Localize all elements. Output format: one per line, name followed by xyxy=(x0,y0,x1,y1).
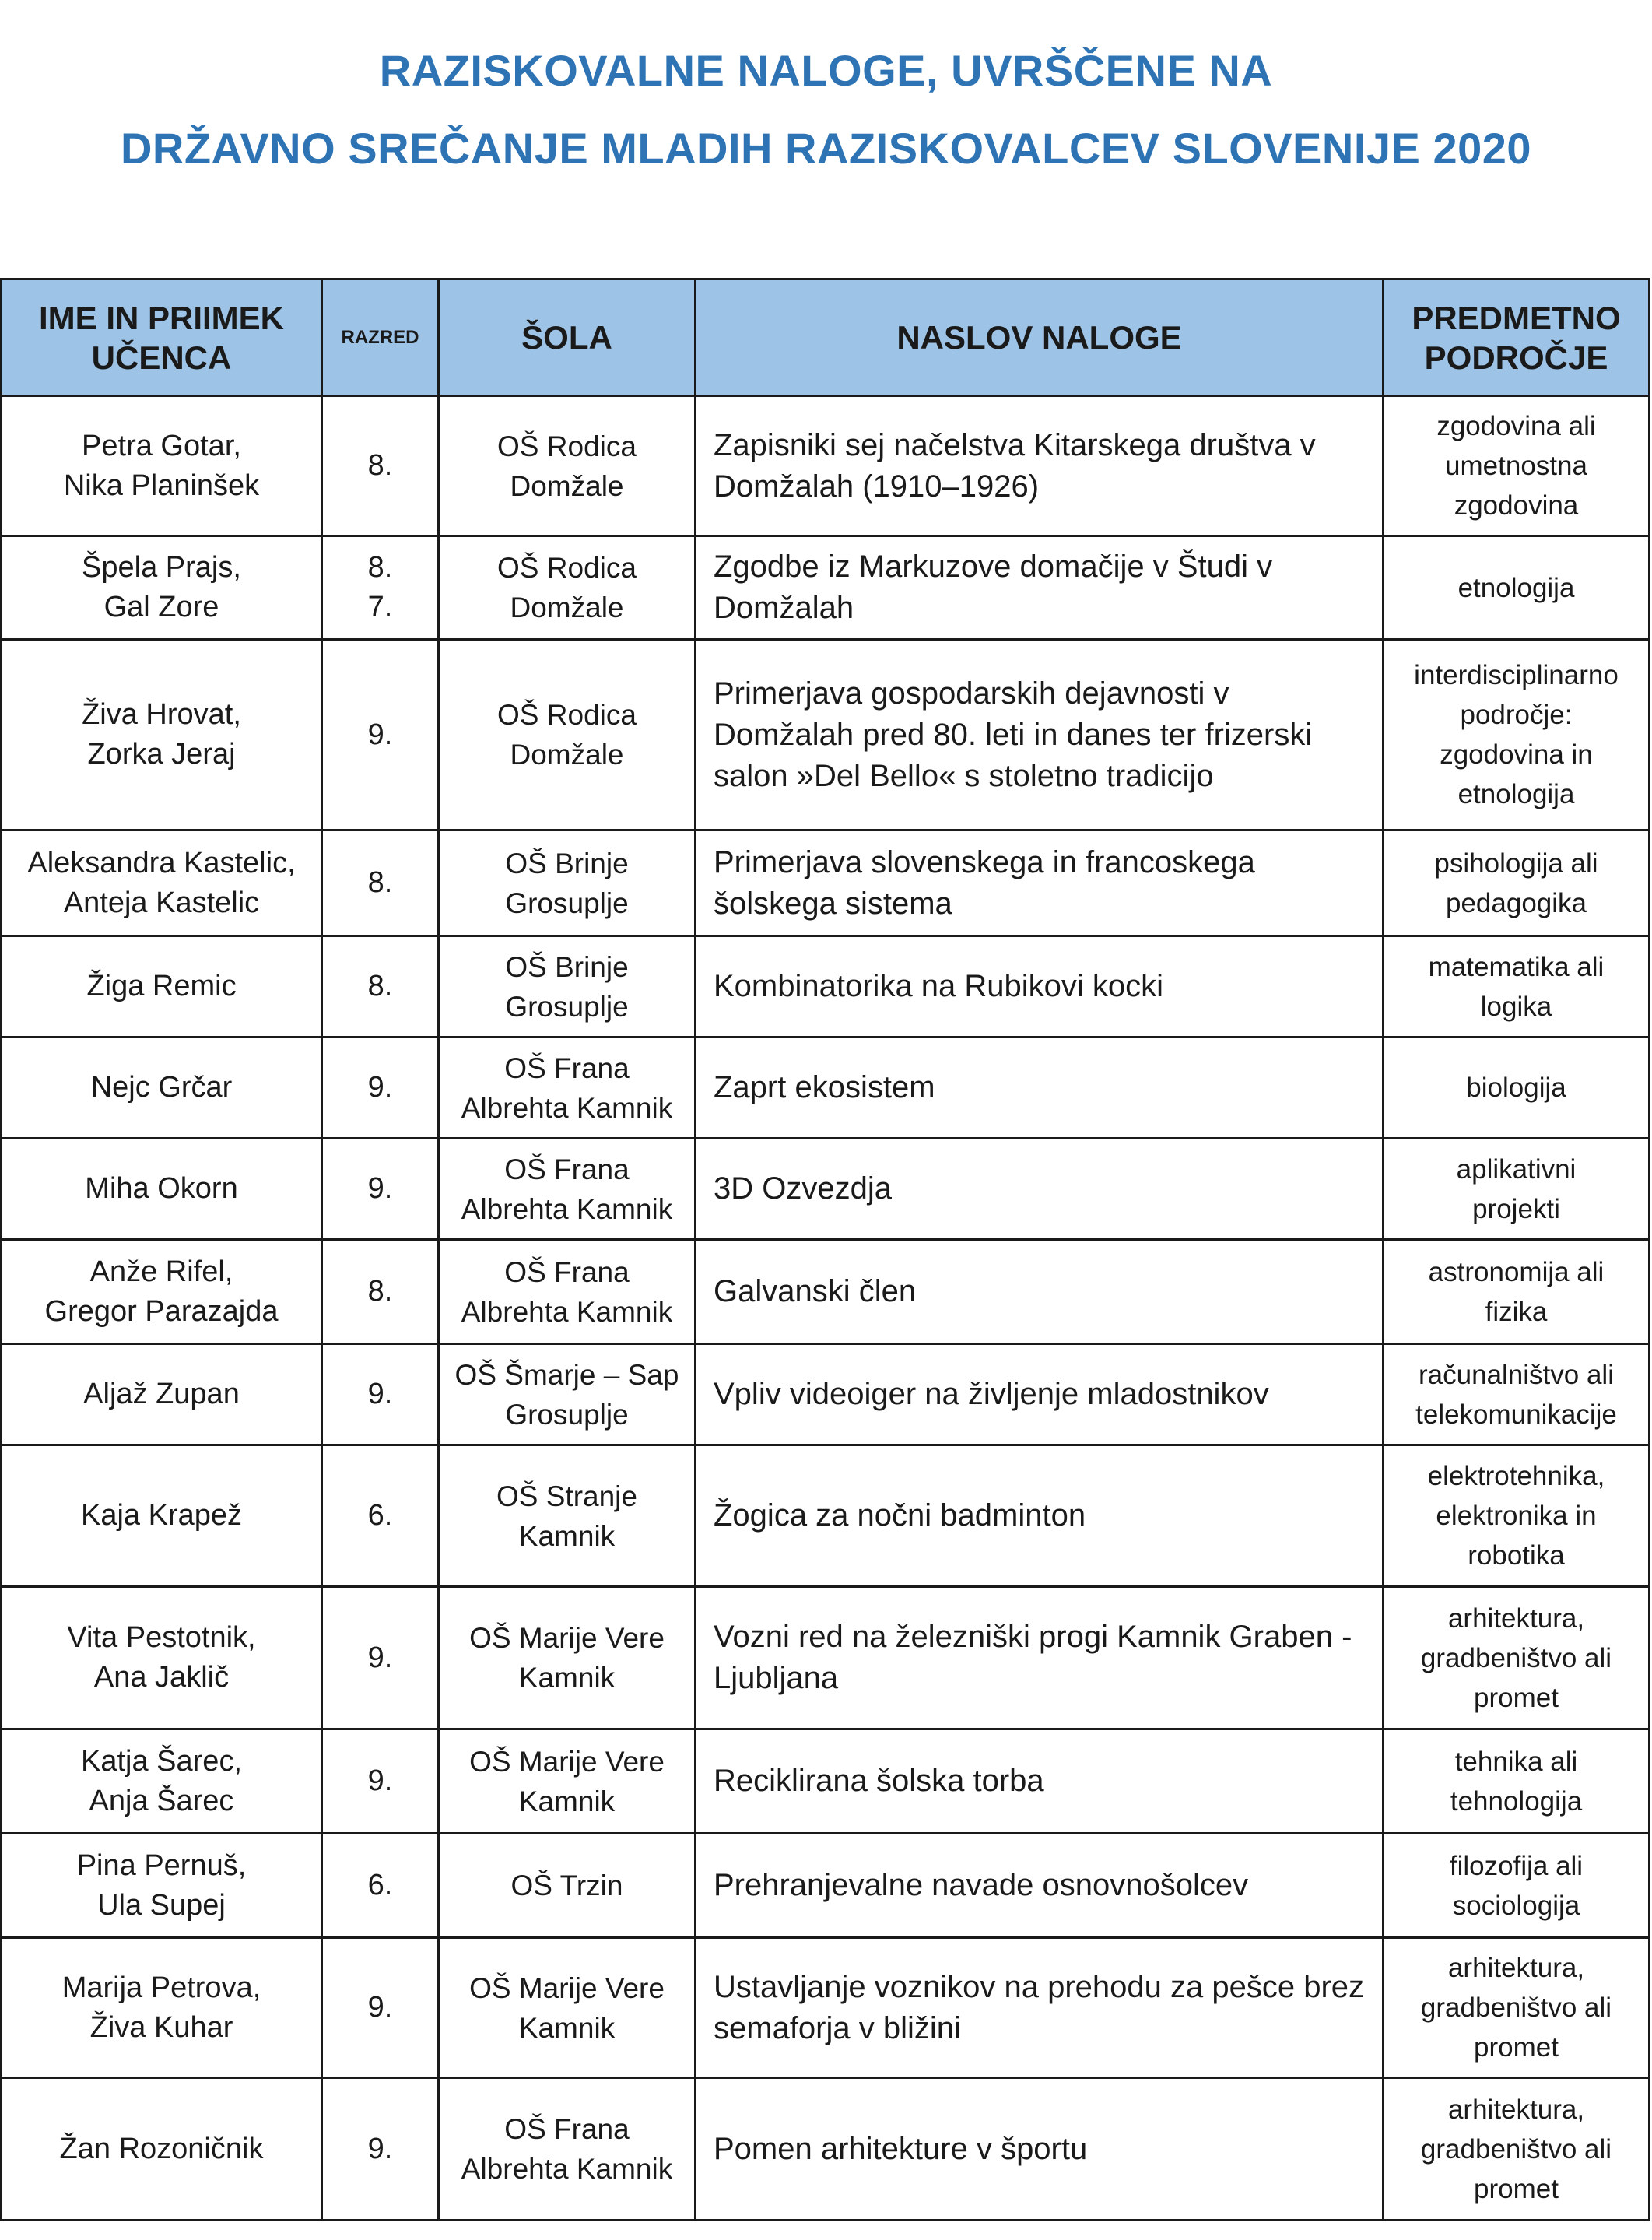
table-row xyxy=(2,1587,1650,1729)
student-name-cell: Nejc Grčar xyxy=(2,1037,322,1139)
school-cell: OŠ Frana Albrehta Kamnik xyxy=(439,1037,696,1139)
student-name-cell: Živa Hrovat, Zorka Jeraj xyxy=(2,640,322,830)
grade-cell: 8. xyxy=(322,1240,439,1344)
school-cell: OŠ Frana Albrehta Kamnik xyxy=(439,1139,696,1240)
grade-cell: 9. xyxy=(322,1938,439,2078)
project-title-cell: Vozni red na železniški progi Kamnik Graben - Ljubljana xyxy=(696,1587,1384,1729)
project-title-cell: Kombinatorika na Rubikovi kocki xyxy=(696,936,1384,1037)
school-cell: OŠ Frana Albrehta Kamnik xyxy=(439,2078,696,2221)
student-name-cell: Petra Gotar, Nika Planinšek xyxy=(2,396,322,536)
project-title-cell: Vpliv videoiger na življenje mladostnikov xyxy=(696,1344,1384,1445)
header-grade: RAZRED xyxy=(322,279,439,396)
project-title-cell: Zapisniki sej načelstva Kitarskega društva v Domžalah (1910–1926) xyxy=(696,396,1384,536)
student-name-cell: Žan Rozoničnik xyxy=(2,2078,322,2221)
student-name-cell: Marija Petrova, Živa Kuhar xyxy=(2,1938,322,2078)
school-cell: OŠ Rodica Domžale xyxy=(439,396,696,536)
grade-cell: 9. xyxy=(322,1587,439,1729)
table-row xyxy=(2,640,1650,830)
grade-cell: 8. xyxy=(322,830,439,936)
table-row xyxy=(2,1344,1650,1445)
header-project-title: NASLOV NALOGE xyxy=(696,279,1384,396)
subject-area-cell: elektrotehnika, elektronika in robotika xyxy=(1384,1445,1650,1587)
subject-area-cell: psihologija ali pedagogika xyxy=(1384,830,1650,936)
table-row xyxy=(2,396,1650,536)
table-row xyxy=(2,1445,1650,1587)
grade-cell: 9. xyxy=(322,1139,439,1240)
subject-area-cell: biologija xyxy=(1384,1037,1650,1139)
table-row xyxy=(2,2078,1650,2221)
project-title-cell: Prehranjevalne navade osnovnošolcev xyxy=(696,1834,1384,1938)
student-name-cell: Miha Okorn xyxy=(2,1139,322,1240)
table-row xyxy=(2,1139,1650,1240)
subject-area-cell: tehnika ali tehnologija xyxy=(1384,1729,1650,1834)
document-title-line-2: DRŽAVNO SREČANJE MLADIH RAZISKOVALCEV SLOVENIJE 2020 xyxy=(120,124,1532,173)
table-row xyxy=(2,1729,1650,1834)
student-name-cell: Kaja Krapež xyxy=(2,1445,322,1587)
subject-area-cell: interdisciplinarno področje: zgodovina in etnologija xyxy=(1384,640,1650,830)
grade-cell: 9. xyxy=(322,1037,439,1139)
school-cell: OŠ Stranje Kamnik xyxy=(439,1445,696,1587)
table-row xyxy=(2,1037,1650,1139)
header-subject-area: PREDMETNO PODROČJE xyxy=(1384,279,1650,396)
school-cell: OŠ Marije Vere Kamnik xyxy=(439,1587,696,1729)
grade-cell: 8. 7. xyxy=(322,536,439,640)
projects-table xyxy=(0,278,1650,2221)
school-cell: OŠ Brinje Grosuplje xyxy=(439,830,696,936)
student-name-cell: Žiga Remic xyxy=(2,936,322,1037)
subject-area-cell: arhitektura, gradbeništvo ali promet xyxy=(1384,1938,1650,2078)
student-name-cell: Vita Pestotnik, Ana Jaklič xyxy=(2,1587,322,1729)
project-title-cell: Ustavljanje voznikov na prehodu za pešce brez semaforja v bližini xyxy=(696,1938,1384,2078)
project-title-cell: Zgodbe iz Markuzove domačije v Študi v Domžalah xyxy=(696,536,1384,640)
subject-area-cell: računalništvo ali telekomunikacije xyxy=(1384,1344,1650,1445)
subject-area-cell: aplikativni projekti xyxy=(1384,1139,1650,1240)
student-name-cell: Aljaž Zupan xyxy=(2,1344,322,1445)
grade-cell: 8. xyxy=(322,936,439,1037)
grade-cell: 8. xyxy=(322,396,439,536)
project-title-cell: Žogica za nočni badminton xyxy=(696,1445,1384,1587)
subject-area-cell: astronomija ali fizika xyxy=(1384,1240,1650,1344)
project-title-cell: Reciklirana šolska torba xyxy=(696,1729,1384,1834)
table-row xyxy=(2,830,1650,936)
subject-area-cell: zgodovina ali umetnostna zgodovina xyxy=(1384,396,1650,536)
header-student-name: IME IN PRIIMEK UČENCA xyxy=(2,279,322,396)
school-cell: OŠ Rodica Domžale xyxy=(439,536,696,640)
grade-cell: 6. xyxy=(322,1445,439,1587)
school-cell: OŠ Šmarje – Sap Grosuplje xyxy=(439,1344,696,1445)
table-row xyxy=(2,1938,1650,2078)
document-title-line-1: RAZISKOVALNE NALOGE, UVRŠČENE NA xyxy=(379,46,1273,95)
student-name-cell: Pina Pernuš, Ula Supej xyxy=(2,1834,322,1938)
table-row xyxy=(2,936,1650,1037)
school-cell: OŠ Trzin xyxy=(439,1834,696,1938)
subject-area-cell: matematika ali logika xyxy=(1384,936,1650,1037)
project-title-cell: Primerjava gospodarskih dejavnosti v Domžalah pred 80. leti in danes ter frizerski salon »Del Bello« s stoletno tradicijo xyxy=(696,640,1384,830)
grade-cell: 9. xyxy=(322,1729,439,1834)
header-school: ŠOLA xyxy=(439,279,696,396)
project-title-cell: Zaprt ekosistem xyxy=(696,1037,1384,1139)
grade-cell: 6. xyxy=(322,1834,439,1938)
school-cell: OŠ Brinje Grosuplje xyxy=(439,936,696,1037)
project-title-cell: 3D Ozvezdja xyxy=(696,1139,1384,1240)
table-row xyxy=(2,1834,1650,1938)
table-row xyxy=(2,536,1650,640)
student-name-cell: Špela Prajs, Gal Zore xyxy=(2,536,322,640)
grade-cell: 9. xyxy=(322,1344,439,1445)
school-cell: OŠ Rodica Domžale xyxy=(439,640,696,830)
table-row xyxy=(2,1240,1650,1344)
subject-area-cell: arhitektura, gradbeništvo ali promet xyxy=(1384,1587,1650,1729)
grade-cell: 9. xyxy=(322,640,439,830)
student-name-cell: Aleksandra Kastelic, Anteja Kastelic xyxy=(2,830,322,936)
table-body xyxy=(2,396,1650,2221)
student-name-cell: Katja Šarec, Anja Šarec xyxy=(2,1729,322,1834)
school-cell: OŠ Marije Vere Kamnik xyxy=(439,1938,696,2078)
school-cell: OŠ Frana Albrehta Kamnik xyxy=(439,1240,696,1344)
student-name-cell: Anže Rifel, Gregor Parazajda xyxy=(2,1240,322,1344)
project-title-cell: Galvanski člen xyxy=(696,1240,1384,1344)
project-title-cell: Primerjava slovenskega in francoskega šolskega sistema xyxy=(696,830,1384,936)
grade-cell: 9. xyxy=(322,2078,439,2221)
table-header-row xyxy=(2,279,1650,396)
school-cell: OŠ Marije Vere Kamnik xyxy=(439,1729,696,1834)
subject-area-cell: etnologija xyxy=(1384,536,1650,640)
subject-area-cell: arhitektura, gradbeništvo ali promet xyxy=(1384,2078,1650,2221)
project-title-cell: Pomen arhitekture v športu xyxy=(696,2078,1384,2221)
subject-area-cell: filozofija ali sociologija xyxy=(1384,1834,1650,1938)
